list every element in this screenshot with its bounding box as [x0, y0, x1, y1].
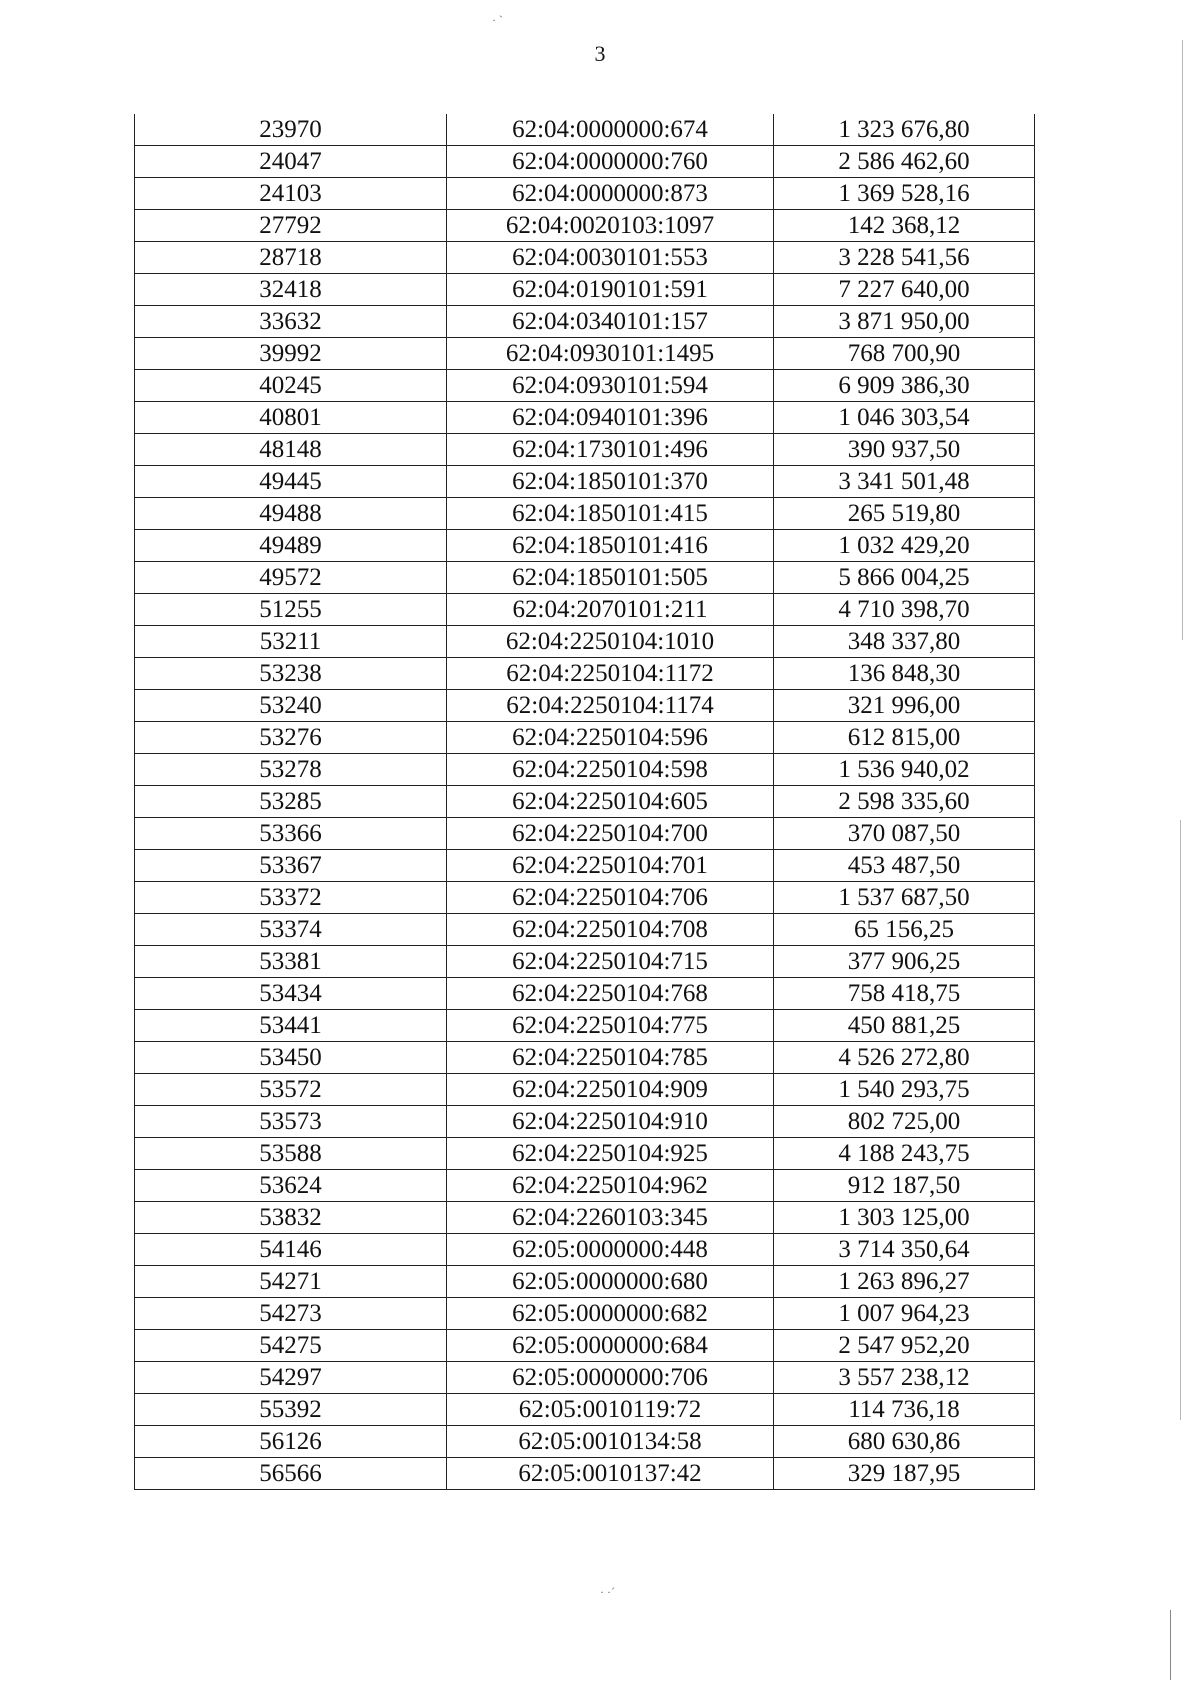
cadastral-number-cell: 62:04:2250104:768: [447, 978, 774, 1010]
record-number-cell: 54275: [135, 1330, 447, 1362]
cadastral-number-cell: 62:05:0010119:72: [447, 1394, 774, 1426]
table-row: [135, 1138, 1035, 1170]
cadastral-number-cell: 62:04:0030101:553: [447, 242, 774, 274]
table-row: [135, 1170, 1035, 1202]
value-cell: 1 536 940,02: [774, 754, 1035, 786]
value-cell: 3 557 238,12: [774, 1362, 1035, 1394]
record-number-cell: 56126: [135, 1426, 447, 1458]
scan-line: [1170, 1610, 1171, 1680]
record-number-cell: 49488: [135, 498, 447, 530]
record-number-cell: 40801: [135, 402, 447, 434]
record-number-cell: 53450: [135, 1042, 447, 1074]
table-row: [135, 338, 1035, 370]
table-row: [135, 690, 1035, 722]
record-number-cell: 53374: [135, 914, 447, 946]
value-cell: 65 156,25: [774, 914, 1035, 946]
table-row: [135, 530, 1035, 562]
table-row: [135, 1362, 1035, 1394]
table-row: [135, 978, 1035, 1010]
table-row: [135, 1010, 1035, 1042]
record-number-cell: 33632: [135, 306, 447, 338]
table-row: [135, 370, 1035, 402]
cadastral-number-cell: 62:04:2260103:345: [447, 1202, 774, 1234]
table-row: [135, 1394, 1035, 1426]
record-number-cell: 53276: [135, 722, 447, 754]
table-row: [135, 178, 1035, 210]
value-cell: 390 937,50: [774, 434, 1035, 466]
registry-table-body: [135, 114, 1035, 1490]
record-number-cell: 28718: [135, 242, 447, 274]
scan-speck: · ˋ: [492, 13, 503, 27]
record-number-cell: 53372: [135, 882, 447, 914]
cadastral-number-cell: 62:04:2250104:925: [447, 1138, 774, 1170]
table-row: [135, 146, 1035, 178]
cadastral-number-cell: 62:04:2250104:715: [447, 946, 774, 978]
scan-speck: · ·ˊ: [600, 1585, 615, 1599]
record-number-cell: 53572: [135, 1074, 447, 1106]
record-number-cell: 49572: [135, 562, 447, 594]
value-cell: 1 046 303,54: [774, 402, 1035, 434]
record-number-cell: 53441: [135, 1010, 447, 1042]
table-row: [135, 1426, 1035, 1458]
record-number-cell: 40245: [135, 370, 447, 402]
value-cell: 377 906,25: [774, 946, 1035, 978]
cadastral-number-cell: 62:04:1850101:415: [447, 498, 774, 530]
value-cell: 136 848,30: [774, 658, 1035, 690]
value-cell: 680 630,86: [774, 1426, 1035, 1458]
cadastral-number-cell: 62:05:0000000:448: [447, 1234, 774, 1266]
value-cell: 768 700,90: [774, 338, 1035, 370]
value-cell: 1 007 964,23: [774, 1298, 1035, 1330]
value-cell: 321 996,00: [774, 690, 1035, 722]
record-number-cell: 48148: [135, 434, 447, 466]
cadastral-number-cell: 62:04:0930101:594: [447, 370, 774, 402]
table-row: [135, 210, 1035, 242]
record-number-cell: 55392: [135, 1394, 447, 1426]
cadastral-number-cell: 62:04:2250104:598: [447, 754, 774, 786]
table-row: [135, 402, 1035, 434]
record-number-cell: 53240: [135, 690, 447, 722]
cadastral-number-cell: 62:04:0000000:674: [447, 114, 774, 146]
cadastral-number-cell: 62:04:1850101:505: [447, 562, 774, 594]
value-cell: 758 418,75: [774, 978, 1035, 1010]
value-cell: 1 323 676,80: [774, 114, 1035, 146]
table-row: [135, 626, 1035, 658]
table-row: [135, 658, 1035, 690]
value-cell: 2 547 952,20: [774, 1330, 1035, 1362]
value-cell: 1 369 528,16: [774, 178, 1035, 210]
record-number-cell: 53381: [135, 946, 447, 978]
cadastral-number-cell: 62:04:0020103:1097: [447, 210, 774, 242]
cadastral-number-cell: 62:05:0000000:684: [447, 1330, 774, 1362]
table-row: [135, 754, 1035, 786]
scan-line: [1182, 40, 1183, 640]
value-cell: 4 710 398,70: [774, 594, 1035, 626]
value-cell: 612 815,00: [774, 722, 1035, 754]
cadastral-number-cell: 62:04:2250104:701: [447, 850, 774, 882]
table-row: [135, 1458, 1035, 1490]
cadastral-number-cell: 62:04:2070101:211: [447, 594, 774, 626]
table-row: [135, 818, 1035, 850]
cadastral-number-cell: 62:04:0000000:760: [447, 146, 774, 178]
record-number-cell: 23970: [135, 114, 447, 146]
record-number-cell: 54297: [135, 1362, 447, 1394]
value-cell: 3 714 350,64: [774, 1234, 1035, 1266]
table-row: [135, 1074, 1035, 1106]
value-cell: 2 586 462,60: [774, 146, 1035, 178]
cadastral-number-cell: 62:04:2250104:1172: [447, 658, 774, 690]
value-cell: 450 881,25: [774, 1010, 1035, 1042]
table-row: [135, 1330, 1035, 1362]
table-row: [135, 114, 1035, 146]
value-cell: 5 866 004,25: [774, 562, 1035, 594]
record-number-cell: 49445: [135, 466, 447, 498]
value-cell: 329 187,95: [774, 1458, 1035, 1490]
page-number: 3: [594, 41, 606, 66]
cadastral-number-cell: 62:04:0000000:873: [447, 178, 774, 210]
value-cell: 6 909 386,30: [774, 370, 1035, 402]
record-number-cell: 53434: [135, 978, 447, 1010]
record-number-cell: 54146: [135, 1234, 447, 1266]
record-number-cell: 24103: [135, 178, 447, 210]
cadastral-number-cell: 62:04:0940101:396: [447, 402, 774, 434]
cadastral-number-cell: 62:04:2250104:962: [447, 1170, 774, 1202]
record-number-cell: 53285: [135, 786, 447, 818]
record-number-cell: 54273: [135, 1298, 447, 1330]
table-row: [135, 786, 1035, 818]
table-row: [135, 274, 1035, 306]
value-cell: 265 519,80: [774, 498, 1035, 530]
table-row: [135, 562, 1035, 594]
value-cell: 114 736,18: [774, 1394, 1035, 1426]
registry-table: [134, 114, 1035, 1490]
cadastral-number-cell: 62:04:1850101:416: [447, 530, 774, 562]
record-number-cell: 53366: [135, 818, 447, 850]
cadastral-number-cell: 62:05:0010134:58: [447, 1426, 774, 1458]
cadastral-number-cell: 62:04:2250104:596: [447, 722, 774, 754]
table-row: [135, 850, 1035, 882]
record-number-cell: 53573: [135, 1106, 447, 1138]
record-number-cell: 54271: [135, 1266, 447, 1298]
record-number-cell: 53588: [135, 1138, 447, 1170]
cadastral-number-cell: 62:04:0340101:157: [447, 306, 774, 338]
value-cell: 4 526 272,80: [774, 1042, 1035, 1074]
table-row: [135, 1042, 1035, 1074]
record-number-cell: 53278: [135, 754, 447, 786]
record-number-cell: 53624: [135, 1170, 447, 1202]
record-number-cell: 53832: [135, 1202, 447, 1234]
record-number-cell: 53367: [135, 850, 447, 882]
value-cell: 1 540 293,75: [774, 1074, 1035, 1106]
record-number-cell: 24047: [135, 146, 447, 178]
value-cell: 1 537 687,50: [774, 882, 1035, 914]
cadastral-number-cell: 62:05:0010137:42: [447, 1458, 774, 1490]
cadastral-number-cell: 62:04:0930101:1495: [447, 338, 774, 370]
cadastral-number-cell: 62:04:2250104:708: [447, 914, 774, 946]
table-row: [135, 242, 1035, 274]
value-cell: 2 598 335,60: [774, 786, 1035, 818]
cadastral-number-cell: 62:04:2250104:1174: [447, 690, 774, 722]
value-cell: 912 187,50: [774, 1170, 1035, 1202]
value-cell: 370 087,50: [774, 818, 1035, 850]
table-row: [135, 1266, 1035, 1298]
value-cell: 3 228 541,56: [774, 242, 1035, 274]
value-cell: 7 227 640,00: [774, 274, 1035, 306]
cadastral-number-cell: 62:04:2250104:700: [447, 818, 774, 850]
cadastral-number-cell: 62:04:2250104:1010: [447, 626, 774, 658]
table-row: [135, 594, 1035, 626]
scan-line: [1180, 820, 1181, 1420]
table-row: [135, 914, 1035, 946]
value-cell: 4 188 243,75: [774, 1138, 1035, 1170]
table-row: [135, 1298, 1035, 1330]
table-row: [135, 882, 1035, 914]
cadastral-number-cell: 62:04:1850101:370: [447, 466, 774, 498]
record-number-cell: 39992: [135, 338, 447, 370]
record-number-cell: 56566: [135, 1458, 447, 1490]
value-cell: 802 725,00: [774, 1106, 1035, 1138]
value-cell: 1 263 896,27: [774, 1266, 1035, 1298]
table-row: [135, 1106, 1035, 1138]
cadastral-number-cell: 62:04:2250104:775: [447, 1010, 774, 1042]
value-cell: 348 337,80: [774, 626, 1035, 658]
value-cell: 1 303 125,00: [774, 1202, 1035, 1234]
cadastral-number-cell: 62:05:0000000:706: [447, 1362, 774, 1394]
cadastral-number-cell: 62:04:2250104:605: [447, 786, 774, 818]
table-row: [135, 946, 1035, 978]
value-cell: 3 871 950,00: [774, 306, 1035, 338]
table-row: [135, 1234, 1035, 1266]
cadastral-number-cell: 62:04:0190101:591: [447, 274, 774, 306]
value-cell: 142 368,12: [774, 210, 1035, 242]
record-number-cell: 49489: [135, 530, 447, 562]
value-cell: 1 032 429,20: [774, 530, 1035, 562]
cadastral-number-cell: 62:04:2250104:785: [447, 1042, 774, 1074]
cadastral-number-cell: 62:05:0000000:680: [447, 1266, 774, 1298]
table-row: [135, 466, 1035, 498]
record-number-cell: 51255: [135, 594, 447, 626]
record-number-cell: 27792: [135, 210, 447, 242]
cadastral-number-cell: 62:04:2250104:910: [447, 1106, 774, 1138]
record-number-cell: 53238: [135, 658, 447, 690]
cadastral-number-cell: 62:04:2250104:706: [447, 882, 774, 914]
value-cell: 453 487,50: [774, 850, 1035, 882]
table-row: [135, 306, 1035, 338]
table-row: [135, 498, 1035, 530]
cadastral-number-cell: 62:04:2250104:909: [447, 1074, 774, 1106]
table-row: [135, 722, 1035, 754]
table-row: [135, 434, 1035, 466]
cadastral-number-cell: 62:04:1730101:496: [447, 434, 774, 466]
cadastral-number-cell: 62:05:0000000:682: [447, 1298, 774, 1330]
table-row: [135, 1202, 1035, 1234]
record-number-cell: 32418: [135, 274, 447, 306]
record-number-cell: 53211: [135, 626, 447, 658]
value-cell: 3 341 501,48: [774, 466, 1035, 498]
